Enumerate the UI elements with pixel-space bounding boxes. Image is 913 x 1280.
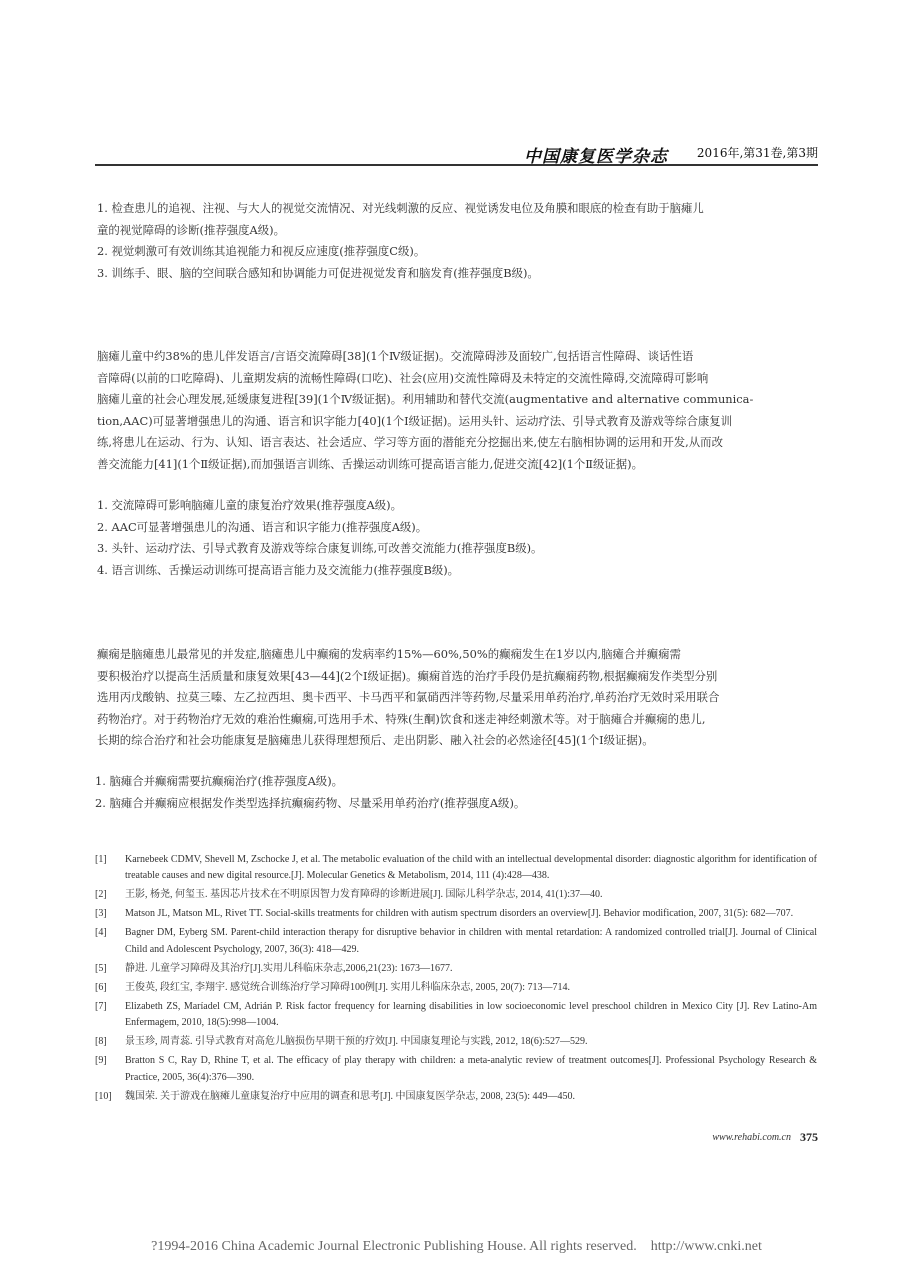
- footer-url: www.rehabi.com.cn: [712, 1132, 791, 1143]
- reference-text: Elizabeth ZS, Maríadel CM, Adrián P. Risk factor frequency for learning disabilities in low socioeconomic level preschool children in Mexico City [J]. Rev Latino-Am Enfermagem, 2010, 18(5):998—1004.: [125, 1000, 817, 1029]
- reference-number: [4]: [95, 927, 107, 939]
- journal-logo: 中国康复医学杂志: [524, 147, 668, 167]
- reference-number: [1]: [95, 854, 107, 865]
- rec-line: 2. 视觉刺激可有效训练其追视能力和视反应速度(推荐强度C级)。: [97, 244, 426, 259]
- para-line: 音障碍(以前的口吃障碍)、儿童期发病的流畅性障碍(口吃)、社会(应用)交流性障碍及未特定的交流性障碍,交流障碍可影响: [97, 370, 709, 385]
- reference-text: 王影, 杨尧, 何玺玉. 基因芯片技术在不明原因智力发育障碍的诊断进展[J]. 国际儿科学杂志, 2014, 41(1):37—40.: [125, 889, 603, 901]
- reference-item: [95, 1053, 817, 1086]
- para-line: 选用丙戊酸钠、拉莫三嗪、左乙拉西坦、奥卡西平、卡马西平和氯硝西泮等药物,尽量采用单药治疗,单药治疗无效时采用联合: [97, 690, 720, 705]
- reference-item: [95, 1034, 817, 1050]
- reference-text: Karnebeek CDMV, Shevell M, Zschocke J, et al. The metabolic evaluation of the child with an intellectual developmental disorder: diagnostic algorithm for identification of treatable causes and new digital resource.[J]. Molecular Genetics & Metabolism, 2014, 111 (4):428—438.: [125, 854, 817, 882]
- para-line: 善交流能力[41](1个Ⅱ级证据),而加强语言训练、舌操运动训练可提高语言能力,促进交流[42](1个Ⅱ级证据)。: [97, 456, 643, 471]
- rec-line: 童的视觉障碍的诊断(推荐强度A级)。: [97, 222, 285, 237]
- para-line: 脑瘫儿童中约38%的患儿伴发语言/言语交流障碍[38](1个Ⅳ级证据)。交流障碍涉及面较广,包括语言性障碍、谈话性语: [97, 349, 694, 363]
- page-number: 375: [800, 1130, 818, 1144]
- rec-line: 3. 训练手、眼、脑的空间联合感知和协调能力可促进视觉发育和脑发育(推荐强度B级)。: [97, 265, 539, 280]
- rec-line: 2. 脑瘫合并癫痫应根据发作类型选择抗癫痫药物、尽量采用单药治疗(推荐强度A级)。: [95, 795, 526, 810]
- reference-item: [95, 925, 817, 958]
- reference-number: [7]: [95, 1000, 107, 1012]
- reference-item: [95, 852, 817, 885]
- reference-number: [3]: [95, 908, 107, 920]
- issue-info: 2016年,第31卷,第3期: [696, 146, 818, 160]
- reference-text: 王俊英, 段红宝, 李翔宇. 感觉统合训练治疗学习障碍100例[J]. 实用儿科临床杂志, 2005, 20(7): 713—714.: [125, 981, 570, 993]
- reference-number: [5]: [95, 962, 107, 974]
- page-header: [95, 142, 818, 166]
- reference-number: [6]: [95, 981, 107, 993]
- reference-text: 魏国荣. 关于游戏在脑瘫儿童康复治疗中应用的调查和思考[J]. 中国康复医学杂志, 2008, 23(5): 449—450.: [125, 1090, 575, 1102]
- copyright-notice: ?1994-2016 China Academic Journal Electronic Publishing House. All rights reserved. http://www.cnki.net: [151, 1239, 762, 1254]
- reference-item: [95, 999, 817, 1032]
- reference-number: [8]: [95, 1036, 107, 1048]
- reference-item: [95, 961, 817, 977]
- reference-text: Bratton S C, Ray D, Rhine T, et al. The efficacy of play therapy with children: a meta-analytic review of treatment outcomes[J]. Professional Psychology Research & Practice, 2005, 36(4):376—390.: [125, 1055, 817, 1083]
- rec-line: 1. 交流障碍可影响脑瘫儿童的康复治疗效果(推荐强度A级)。: [97, 498, 402, 512]
- para-line: tion,AAC)可显著增强患儿的沟通、语言和识字能力[40](1个Ⅰ级证据)。运用头针、运动疗法、引导式教育及游戏等综合康复训: [97, 413, 733, 428]
- rec-line: 1. 脑瘫合并癫痫需要抗癫痫治疗(推荐强度A级)。: [95, 774, 344, 788]
- reference-text: 景玉珍, 周青蕊. 引导式教育对高危儿脑损伤早期干预的疗效[J]. 中国康复理论与实践, 2012, 18(6):527—529.: [125, 1036, 588, 1048]
- paragraph-epilepsy: [97, 644, 817, 752]
- reference-text: Matson JL, Matson ML, Rivet TT. Social-skills treatments for children with autism spectrum disorders an overview[J]. Behavior modification, 2007, 31(5): 682—707.: [125, 908, 794, 920]
- reference-text: 静进. 儿童学习障碍及其治疗[J].实用儿科临床杂志,2006,21(23): 1673—1677.: [125, 962, 453, 974]
- rec-line: 4. 语言训练、舌操运动训练可提高语言能力及交流能力(推荐强度B级)。: [97, 562, 460, 577]
- recommendations-vision: [97, 198, 817, 284]
- recommendations-speech: [97, 495, 817, 581]
- reference-item: [95, 980, 817, 996]
- reference-item: [95, 887, 817, 903]
- recommendations-epilepsy: [95, 771, 815, 814]
- reference-item: [95, 1089, 817, 1105]
- para-line: 脑瘫儿童的社会心理发展,延缓康复进程[39](1个Ⅳ级证据)。利用辅助和替代交流(augmentative and alternative communica-: [97, 392, 754, 407]
- para-line: 练,将患儿在运动、行为、认知、语言表达、社会适应、学习等方面的潜能充分挖掘出来,使左右脑相协调的运用和开发,从而改: [97, 435, 723, 450]
- reference-number: [9]: [95, 1055, 107, 1067]
- para-line: 要积极治疗以提高生活质量和康复效果[43—44](2个Ⅰ级证据)。癫痫首选的治疗手段仍是抗癫痫药物,根据癫痫发作类型分别: [97, 668, 718, 683]
- reference-text: Bagner DM, Eyberg SM. Parent-child interaction therapy for disruptive behavior in children with mental retardation: A randomized controlled trial[J]. Journal of Clinical Child and Adolescent Psychology, 2007, 36(3): 418—429.: [125, 927, 817, 955]
- reference-item: [95, 906, 817, 922]
- para-line: 癫痫是脑瘫患儿最常见的并发症,脑瘫患儿中癫痫的发病率约15%—60%,50%的癫痫发生在1岁以内,脑瘫合并癫痫需: [97, 647, 681, 661]
- rec-line: 3. 头针、运动疗法、引导式教育及游戏等综合康复训练,可改善交流能力(推荐强度B级)。: [97, 541, 543, 556]
- para-line: 药物治疗。对于药物治疗无效的难治性癫痫,可选用手术、特殊(生酮)饮食和迷走神经刺激术等。对于脑瘫合并癫痫的患儿,: [97, 711, 706, 726]
- rec-line: 1. 检查患儿的追视、注视、与大人的视觉交流情况、对光线刺激的反应、视觉诱发电位及角膜和眼底的检查有助于脑瘫儿: [97, 201, 704, 215]
- reference-number: [10]: [95, 1090, 112, 1102]
- para-line: 长期的综合治疗和社会功能康复是脑瘫患儿获得理想预后、走出阴影、融入社会的必然途径[45](1个Ⅰ级证据)。: [97, 733, 654, 748]
- paragraph-speech: [97, 346, 822, 476]
- rec-line: 2. AAC可显著增强患儿的沟通、语言和识字能力(推荐强度A级)。: [97, 519, 428, 534]
- reference-list: [95, 852, 817, 1108]
- reference-number: [2]: [95, 889, 107, 901]
- header-rule: [95, 164, 818, 166]
